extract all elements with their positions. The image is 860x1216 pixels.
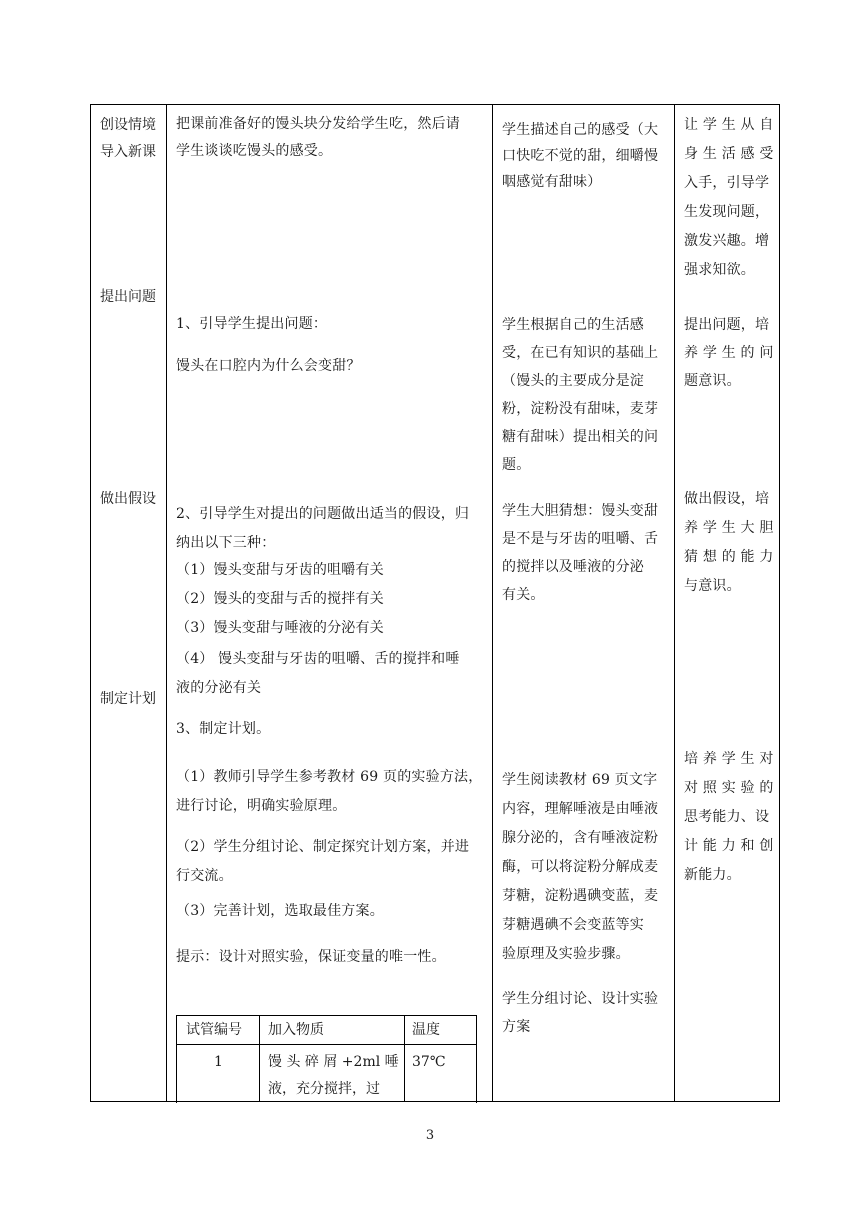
text-line: （馒头的主要成分是淀 [502, 373, 644, 389]
plan-step-3: （3）完善计划，选取最佳方案。 [176, 903, 384, 919]
text-line: 强求知欲。 [684, 262, 755, 278]
teacher-q1-text: 馒头在口腔内为什么会变甜？ [176, 358, 361, 374]
text-line: 让 学 生 从 自 [684, 117, 774, 133]
plan-step-2 [176, 833, 469, 891]
text-line: 做出假设，培 [684, 491, 770, 507]
text-line: 计 能 力 和 创 [684, 838, 774, 854]
text-line: 酶，可以将淀粉分解成麦 [502, 859, 659, 875]
hypothesis-4 [176, 645, 460, 703]
text-line: 思考能力、设 [684, 809, 770, 825]
text-line: 培 养 学 生 对 [684, 751, 774, 767]
purpose-1 [684, 111, 774, 285]
text-line: 学生根据自己的生活感 [502, 317, 644, 333]
text-line: （1）教师引导学生参考教材 69 页的实验方法， [176, 769, 483, 785]
stage-label-situation: 创设情境 [100, 117, 156, 133]
teacher-intro [176, 111, 460, 165]
hypothesis-2: （2）馒头的变甜与舌的搅拌有关 [176, 591, 384, 607]
text-line: 学生阅读教材 69 页文字 [502, 772, 658, 788]
text-line: 有关。 [502, 587, 545, 603]
row1-number: 1 [214, 1054, 223, 1070]
teacher-q3: 3、制定计划。 [176, 721, 271, 737]
header-temperature: 温度 [412, 1022, 440, 1038]
text-line: 新能力。 [684, 867, 741, 883]
text-line: 咽感觉有甜味） [502, 174, 602, 190]
text-line: （2）学生分组讨论、制定探究计划方案，并进 [176, 839, 470, 855]
text-line: 激发兴趣。增 [684, 233, 770, 249]
text-line: 2、引导学生对提出的问题做出适当的假设，归 [176, 506, 470, 522]
hypothesis-1: （1）馒头变甜与牙齿的咀嚼有关 [176, 562, 384, 578]
table-left-border [90, 104, 91, 1102]
text-line: 入手，引导学 [684, 175, 770, 191]
text-line: 馒 头 碎 屑 +2ml 唾 [268, 1054, 399, 1070]
table-line [176, 1015, 477, 1016]
experiment-table [176, 1015, 477, 1102]
teacher-q2 [176, 500, 469, 558]
text-line: 纳出以下三种： [176, 535, 276, 551]
stage-label-plan: 制定计划 [100, 691, 156, 707]
text-line: 养 学 生 大 胆 [684, 520, 774, 536]
stage-label-intro: 导入新课 [100, 144, 156, 160]
student-response-5 [502, 985, 658, 1041]
col-divider-2 [492, 104, 493, 1102]
text-line: 行交流。 [176, 868, 233, 884]
text-line: 的搅拌以及唾液的分泌 [502, 559, 644, 575]
text-line: 学生大胆猜想：馒头变甜 [502, 503, 659, 519]
text-line: （4） 馒头变甜与牙齿的咀嚼、舌的搅拌和唾 [176, 651, 460, 667]
teacher-q1: 1、引导学生提出问题： [176, 316, 328, 332]
table-right-border [779, 104, 780, 1102]
col-divider-3 [674, 104, 675, 1102]
text-line: 猜 想 的 能 力 [684, 549, 774, 565]
text-line: 口快吃不觉的甜，细嚼慢 [502, 148, 659, 164]
text-line: 液，充分搅拌，过 [268, 1081, 380, 1097]
text-line: 养 学 生 的 问 [684, 345, 774, 361]
table-line [176, 1044, 477, 1045]
text-line: 芽糖遇碘不会变蓝等实 [502, 917, 644, 933]
table-line [259, 1015, 260, 1102]
design-tip: 提示：设计对照实验，保证变量的唯一性。 [176, 949, 446, 965]
text-line: 生发现问题， [684, 204, 770, 220]
purpose-3 [684, 485, 774, 601]
header-tube-number: 试管编号 [186, 1022, 242, 1038]
table-top-border [90, 104, 780, 105]
text-line: 对 照 实 验 的 [684, 780, 774, 796]
page-number: 3 [425, 1128, 435, 1143]
text-line: 把课前准备好的馒头块分发给学生吃，然后请 [176, 116, 460, 132]
text-line: 提出问题，培 [684, 317, 770, 333]
text-line: 芽糖，淀粉遇碘变蓝，麦 [502, 888, 659, 904]
purpose-4 [684, 745, 774, 890]
col-divider-1 [166, 104, 167, 1102]
header-substance: 加入物质 [268, 1022, 324, 1038]
text-line: 粉，淀粉没有甜味，麦芽 [502, 401, 659, 417]
text-line: 是不是与牙齿的咀嚼、舌 [502, 531, 659, 547]
student-response-1 [502, 117, 658, 195]
purpose-2 [684, 311, 774, 395]
text-line: 糖有甜味）提出相关的问 [502, 429, 659, 445]
student-response-4 [502, 766, 658, 969]
text-line: 与意识。 [684, 578, 741, 594]
text-line: 进行讨论，明确实验原理。 [176, 798, 347, 814]
text-line: 内容，理解唾液是由唾液 [502, 801, 659, 817]
row1-temperature: 37℃ [412, 1054, 446, 1070]
student-response-2 [502, 311, 658, 479]
text-line: 题意识。 [684, 373, 741, 389]
plan-step-1 [176, 763, 482, 821]
text-line: 学生描述自己的感受（大 [502, 122, 659, 138]
row1-substance [268, 1049, 399, 1103]
text-line: 腺分泌的，含有唾液淀粉 [502, 830, 659, 846]
table-line [404, 1015, 405, 1102]
text-line: 验原理及实验步骤。 [502, 946, 630, 962]
text-line: 题。 [502, 457, 531, 473]
text-line: 方案 [502, 1019, 531, 1035]
student-response-3 [502, 497, 658, 609]
text-line: 受，在已有知识的基础上 [502, 345, 659, 361]
text-line: 身 生 活 感 受 [684, 146, 774, 162]
stage-label-hypothesis: 做出假设 [100, 491, 156, 507]
stage-label-question: 提出问题 [100, 289, 156, 305]
hypothesis-3: （3）馒头变甜与唾液的分泌有关 [176, 620, 384, 636]
text-line: 液的分泌有关 [176, 680, 262, 696]
text-line: 学生谈谈吃馒头的感受。 [176, 143, 333, 159]
text-line: 学生分组讨论、设计实验 [502, 991, 659, 1007]
